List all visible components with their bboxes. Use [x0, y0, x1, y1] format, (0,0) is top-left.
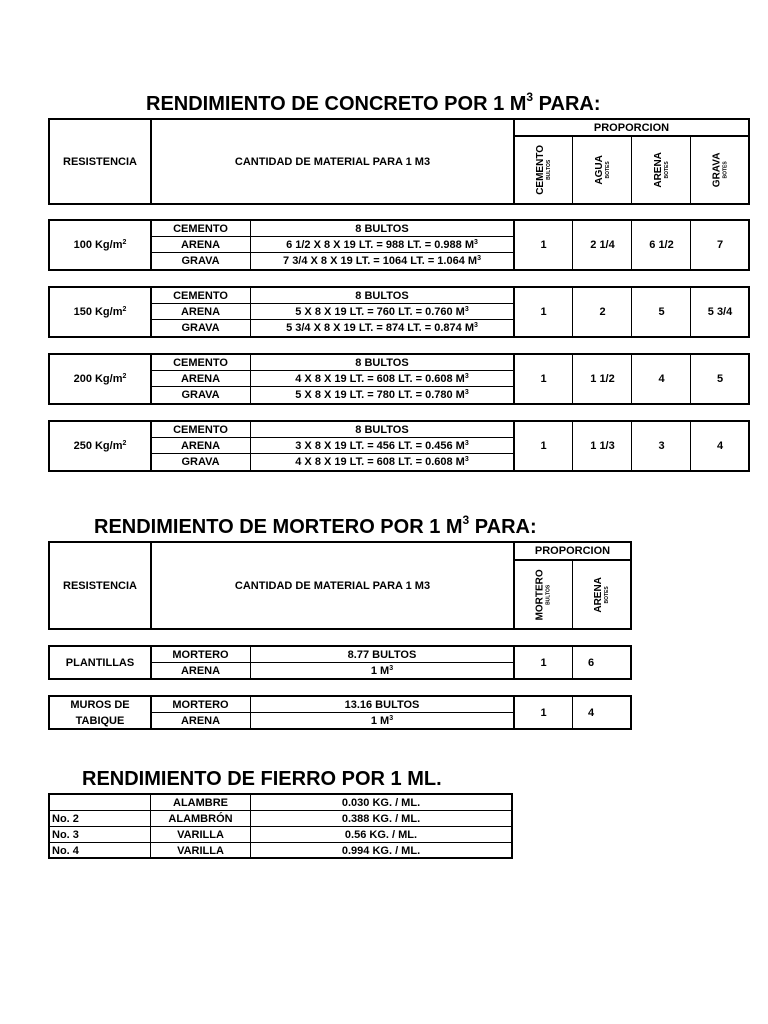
fierro-material: ALAMBRE: [173, 797, 228, 809]
col-arena-header: ARENA BOTES: [652, 152, 670, 188]
fierro-material: VARILLA: [177, 845, 224, 857]
fierro-number: No. 2: [52, 813, 79, 825]
col-mortero-header: MORTERO BULTOS: [534, 568, 552, 621]
mortero-cantidad-header: CANTIDAD DE MATERIAL PARA 1 M3: [234, 579, 431, 592]
proporcion-header: PROPORCION: [593, 121, 670, 134]
col-cemento-header: CEMENTO BULTOS: [534, 145, 552, 195]
concreto-header-table: [48, 118, 750, 205]
material-quantity: 1 M $^3$: [370, 664, 394, 677]
proporcion-value: 1: [540, 373, 547, 385]
mortero-resistencia-value: MUROS DE TABIQUE: [70, 698, 130, 727]
mortero-row-block: [48, 695, 632, 730]
concreto-row-block: [48, 219, 750, 271]
proporcion-value: 5 3/4: [707, 306, 733, 318]
proporcion-value: 1 1/2: [590, 373, 615, 385]
resistencia-value: 100 Kg/m $^2$: [73, 238, 127, 251]
fierro-number: No. 3: [52, 829, 79, 841]
proporcion-value: 4: [658, 373, 665, 385]
proporcion-value: 5: [658, 306, 665, 318]
fierro-number: [50, 795, 150, 811]
material-name: ARENA: [180, 373, 221, 385]
mortero-resistencia-header: RESISTENCIA: [63, 579, 137, 592]
resistencia-header: RESISTENCIA: [63, 155, 137, 168]
material-name: GRAVA: [181, 322, 220, 334]
proporcion-value: 1: [540, 239, 547, 251]
mortero-row-block: [48, 645, 632, 680]
proporcion-value: 2: [599, 306, 606, 318]
mortero-header-table: [48, 541, 632, 630]
proporcion-value: 4: [588, 706, 595, 719]
material-quantity: 8 BULTOS: [355, 357, 409, 369]
material-quantity: 8 BULTOS: [355, 290, 409, 302]
proporcion-value: 1: [540, 306, 547, 318]
material-name: MORTERO: [172, 649, 229, 661]
proporcion-value: 2 1/4: [590, 239, 615, 251]
proporcion-value: 1: [540, 656, 547, 669]
material-name: GRAVA: [181, 389, 220, 401]
fierro-value: 0.56 KG. / ML.: [344, 829, 418, 841]
material-name: MORTERO: [172, 699, 229, 711]
col-grava-header: GRAVA BOTES: [711, 152, 728, 188]
proporcion-value: 3: [658, 440, 665, 452]
material-name: ARENA: [180, 715, 221, 727]
cantidad-header: CANTIDAD DE MATERIAL PARA 1 M3: [234, 155, 431, 168]
proporcion-value: 1 1/3: [590, 440, 615, 452]
material-quantity: 5 3/4 X 8 X 19 LT. = 874 LT. = 0.874 M $^3$: [286, 321, 478, 334]
proporcion-value: 6 1/2: [649, 239, 674, 251]
col-agua-header: AGUA BOTES: [593, 155, 611, 185]
fierro-value: 0.388 KG. / ML.: [341, 813, 421, 825]
material-name: ARENA: [180, 440, 221, 452]
resistencia-value: 250 Kg/m $^2$: [73, 439, 127, 452]
material-quantity: 5 X 8 X 19 LT. = 780 LT. = 0.780 M $^3$: [295, 388, 469, 401]
material-name: ARENA: [180, 665, 221, 677]
material-name: ARENA: [180, 306, 221, 318]
resistencia-value: 150 Kg/m $^2$: [73, 305, 127, 318]
material-quantity: 13.16 BULTOS: [344, 699, 420, 711]
material-quantity: 8 BULTOS: [355, 424, 409, 436]
material-quantity: 6 1/2 X 8 X 19 LT. = 988 LT. = 0.988 M $^3$: [286, 238, 478, 251]
proporcion-value: 6: [588, 656, 595, 669]
material-quantity: 4 X 8 X 19 LT. = 608 LT. = 0.608 M $^3$: [295, 455, 469, 468]
concreto-row-block: [48, 420, 750, 472]
proporcion-value: 1: [540, 706, 547, 719]
fierro-value: 0.994 KG. / ML.: [341, 845, 421, 857]
material-quantity: 1 M $^3$: [370, 714, 394, 727]
material-quantity: 7 3/4 X 8 X 19 LT. = 1064 LT. = 1.064 M $^3$: [283, 254, 481, 267]
proporcion-value: 5: [716, 373, 724, 385]
proporcion-value: 4: [716, 440, 724, 452]
mortero-proporcion-header: PROPORCION: [534, 545, 611, 557]
material-name: CEMENTO: [173, 290, 228, 302]
material-quantity: 8 BULTOS: [355, 223, 409, 235]
fierro-number: No. 4: [52, 845, 79, 857]
material-name: CEMENTO: [173, 424, 228, 436]
concreto-row-block: [48, 286, 750, 338]
fierro-value: 0.030 KG. / ML.: [341, 797, 421, 809]
material-name: GRAVA: [181, 255, 220, 267]
fierro-title: RENDIMIENTO DE FIERRO POR 1 ML.: [82, 768, 442, 790]
fierro-material: VARILLA: [177, 829, 224, 841]
col-mortero-arena-header: ARENA BOTES: [593, 576, 610, 613]
material-name: ARENA: [180, 239, 221, 251]
fierro-material: ALAMBRÓN: [168, 813, 233, 825]
proporcion-value: 7: [716, 239, 724, 251]
concreto-row-block: [48, 353, 750, 405]
proporcion-value: 1: [540, 440, 547, 452]
mortero-resistencia-value: PLANTILLAS: [65, 656, 135, 669]
mortero-title: RENDIMIENTO DE MORTERO POR 1 $M^3$ PARA:: [94, 513, 537, 538]
material-name: CEMENTO: [173, 357, 228, 369]
material-quantity: 3 X 8 X 19 LT. = 456 LT. = 0.456 M $^3$: [295, 439, 469, 452]
material-quantity: 4 X 8 X 19 LT. = 608 LT. = 0.608 M $^3$: [295, 372, 469, 385]
fierro-table: [48, 793, 513, 859]
material-name: CEMENTO: [173, 223, 228, 235]
material-name: GRAVA: [181, 456, 220, 468]
concreto-title: RENDIMIENTO DE CONCRETO POR 1 $M^3$ PARA:: [146, 90, 601, 115]
resistencia-value: 200 Kg/m $^2$: [73, 372, 127, 385]
material-quantity: 8.77 BULTOS: [347, 649, 417, 661]
material-quantity: 5 X 8 X 19 LT. = 760 LT. = 0.760 M $^3$: [295, 305, 469, 318]
